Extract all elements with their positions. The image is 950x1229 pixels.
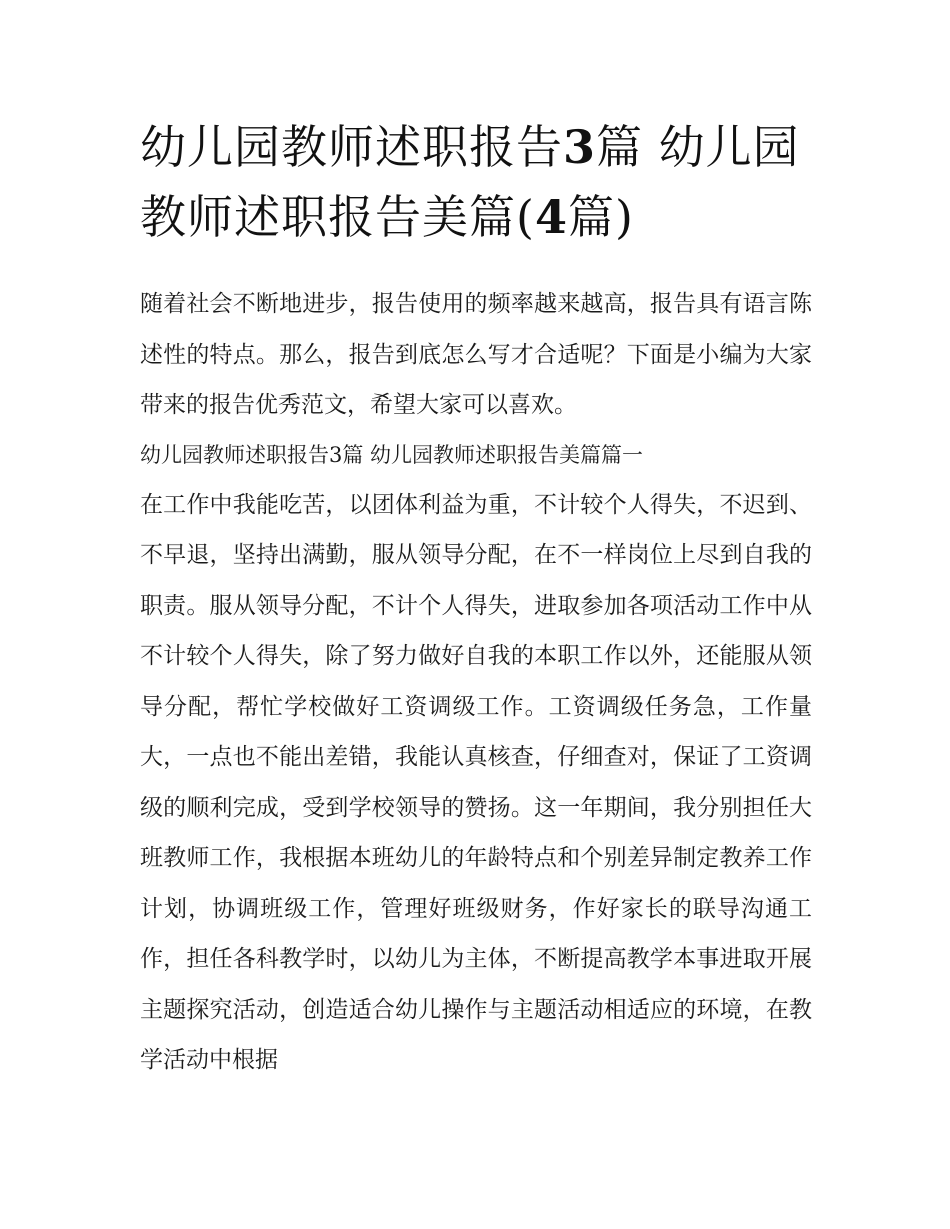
document-title: 幼儿园教师述职报告3篇 幼儿园教师述职报告美篇(4篇)	[140, 120, 800, 244]
section-heading: 幼儿园教师述职报告3篇 幼儿园教师述职报告美篇篇一	[140, 442, 644, 467]
section-body-paragraph: 在工作中我能吃苦，以团体利益为重，不计较个人得失，不迟到、不早退，坚持出满勤，服从领导分配，在不一样岗位上尽到自我的职责。服从领导分配，不计个人得失，进取参加各项活动工作中从不计较个人得失，除了努力做好自我的本职工作以外，还能服从领导分配，帮忙学校做好工资调级工作。工资调级任务急，工作量大，一点也不能出差错，我能认真核查，仔细查对，保证了工资调级的顺利完成，受到学校领导的赞扬。这一年期间，我分别担任大班教师工作，我根据本班幼儿的年龄特点和个别差异制定教养工作计划，协调班级工作，管理好班级财务，作好家长的联导沟通工作，担任各科教学时，以幼儿为主体，不断提高教学本事进取开展主题探究活动，创造适合幼儿操作与主题活动相适应的环境，在教学活动中根据	[140, 491, 812, 1073]
document-page	[140, 112, 812, 1086]
intro-paragraph: 随着社会不断地进步，报告使用的频率越来越高，报告具有语言陈述性的特点。那么，报告到底怎么写才合适呢？下面是小编为大家带来的报告优秀范文，希望大家可以喜欢。	[140, 291, 812, 418]
